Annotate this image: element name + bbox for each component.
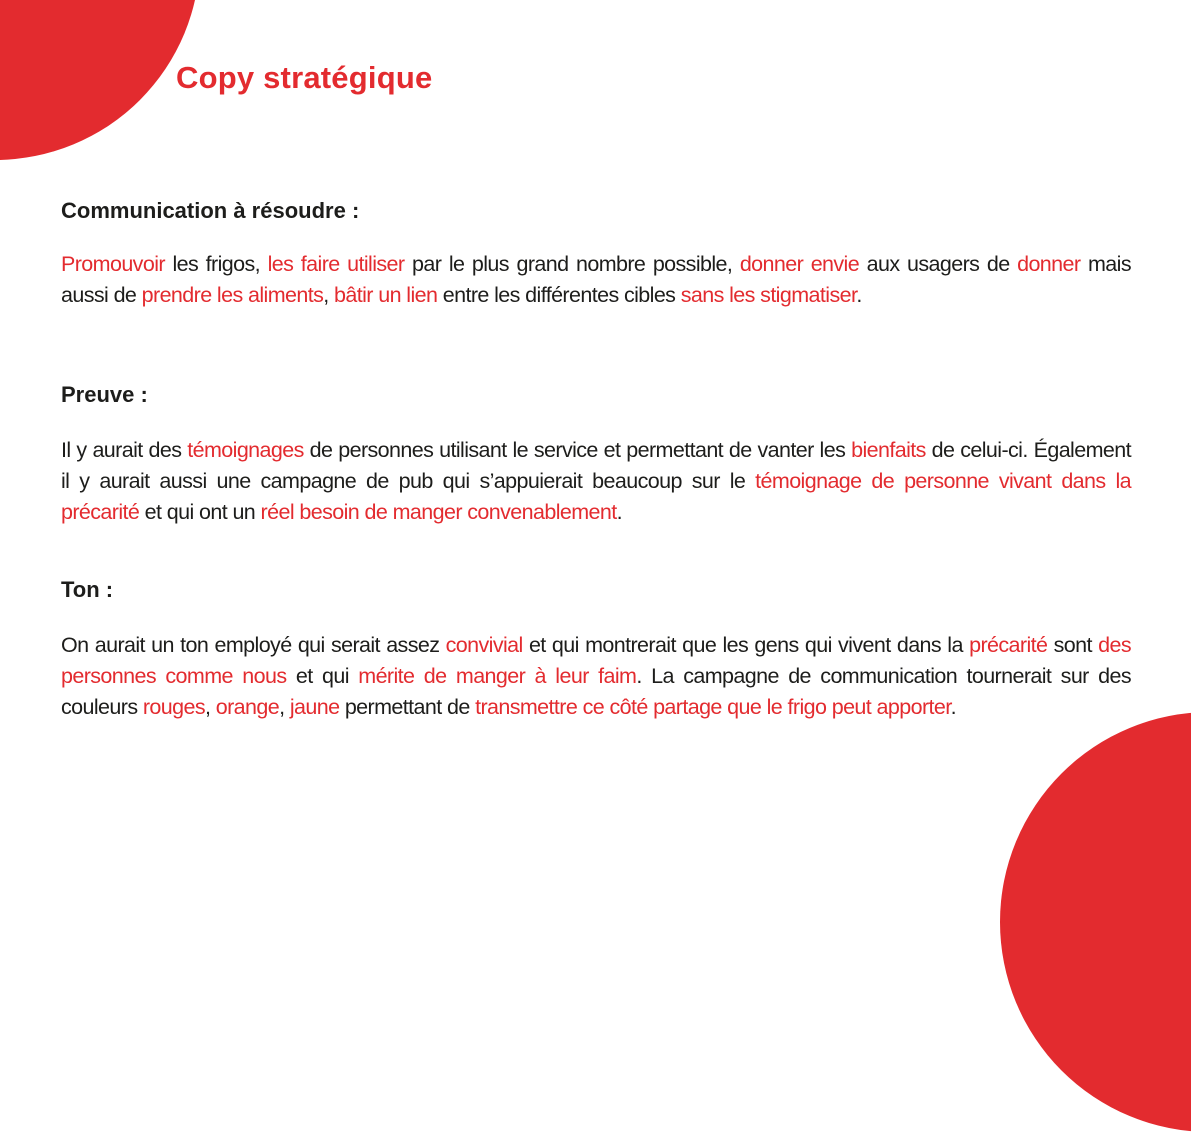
highlight-text: orange bbox=[215, 695, 280, 719]
highlight-text: prendre les aliments bbox=[141, 283, 324, 307]
corner-decoration-bottom-right bbox=[1000, 712, 1191, 1132]
section-paragraph-preuve bbox=[61, 435, 1131, 528]
body-text: permettant de bbox=[339, 695, 476, 719]
section-heading-preuve: Preuve : bbox=[61, 382, 148, 407]
section-paragraph-communication bbox=[61, 249, 1131, 311]
highlight-text: mérite de manger à leur faim bbox=[358, 664, 637, 688]
highlight-text: rouges bbox=[142, 695, 205, 719]
highlight-text: transmettre ce côté partage que le frigo peut apporter bbox=[475, 695, 951, 719]
body-text: entre les différentes cibles bbox=[437, 283, 681, 307]
body-text: Il y aurait des bbox=[61, 438, 188, 462]
page-title: Copy stratégique bbox=[176, 60, 433, 95]
body-text: de celui-ci. Également il y aurait aussi une campagne de pub qui s’appuierait beaucoup sur le bbox=[61, 438, 1131, 493]
highlight-text: jaune bbox=[289, 695, 340, 719]
highlight-text: des personnes comme nous bbox=[61, 633, 1131, 688]
body-text: par le plus grand nombre possible, bbox=[404, 252, 740, 276]
highlight-text: bâtir un lien bbox=[334, 283, 438, 307]
section-paragraph-ton bbox=[61, 630, 1131, 723]
highlight-text: les faire utiliser bbox=[267, 252, 405, 276]
highlight-text: Promouvoir bbox=[61, 252, 165, 276]
highlight-text: réel besoin de manger convenablement bbox=[260, 500, 617, 524]
body-text: . bbox=[950, 695, 957, 719]
highlight-text: donner bbox=[1017, 252, 1081, 276]
body-text: de personnes utilisant le service et permettant de vanter les bbox=[303, 438, 852, 462]
section-heading-communication: Communication à résoudre : bbox=[61, 198, 360, 223]
corner-decoration-top-left bbox=[0, 0, 200, 160]
body-text: , bbox=[279, 695, 290, 719]
body-text: . bbox=[856, 283, 862, 307]
highlight-text: précarité bbox=[969, 633, 1048, 657]
highlight-text: témoignage de personne vivant dans la précarité bbox=[61, 469, 1131, 524]
body-text: et qui montrerait que les gens qui vivent dans la bbox=[522, 633, 970, 657]
body-text: et qui bbox=[286, 664, 359, 688]
body-text: et qui ont un bbox=[139, 500, 261, 524]
highlight-text: bienfaits bbox=[851, 438, 926, 462]
highlight-text: donner envie bbox=[739, 252, 860, 276]
body-text: , bbox=[204, 695, 216, 719]
section-heading-ton: Ton : bbox=[61, 577, 114, 602]
body-text: les frigos, bbox=[164, 252, 268, 276]
body-text: aux usagers de bbox=[859, 252, 1018, 276]
body-text: mais aussi de bbox=[61, 252, 1131, 307]
body-text: . La campagne de communication tournerait sur des couleurs bbox=[61, 664, 1131, 719]
highlight-text: témoignages bbox=[187, 438, 304, 462]
body-text: sont bbox=[1047, 633, 1099, 657]
body-text: , bbox=[323, 283, 335, 307]
body-text: On aurait un ton employé qui serait assez bbox=[61, 633, 446, 657]
body-text: . bbox=[616, 500, 623, 524]
highlight-text: convivial bbox=[445, 633, 523, 657]
highlight-text: sans les stigmatiser bbox=[680, 283, 857, 307]
